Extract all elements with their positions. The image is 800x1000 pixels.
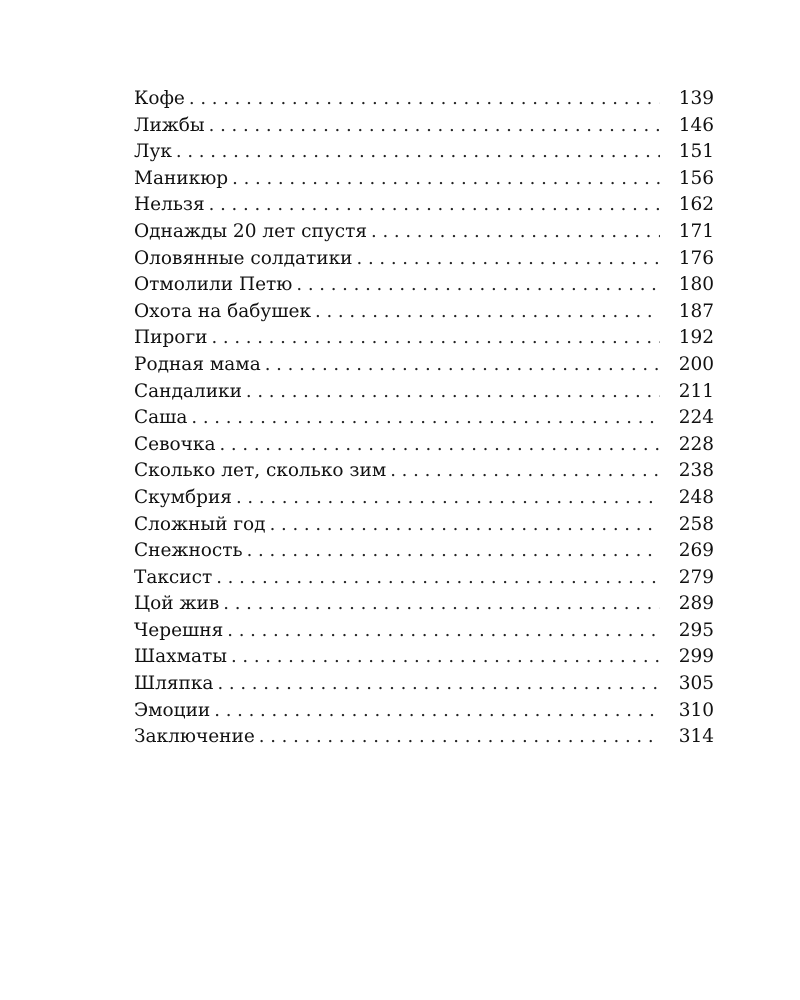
toc-entry-page: 248 xyxy=(660,485,714,512)
toc-entry-page: 200 xyxy=(660,352,714,379)
toc-entry-title: Скумбрия xyxy=(134,485,236,512)
toc-entry xyxy=(134,272,714,299)
toc-dot-leader xyxy=(296,272,660,299)
toc-entry-title: Маникюр xyxy=(134,166,232,193)
toc-entry-title: Заключение xyxy=(134,724,259,751)
toc-entry xyxy=(134,618,714,645)
toc-entry xyxy=(134,325,714,352)
toc-entry xyxy=(134,432,714,459)
toc-entry xyxy=(134,113,714,140)
toc-entry-title: Цой жив xyxy=(134,591,223,618)
toc-dot-leader xyxy=(371,219,660,246)
toc-dot-leader xyxy=(270,512,660,539)
toc-entry xyxy=(134,565,714,592)
toc-dot-leader xyxy=(209,192,660,219)
toc-dot-leader xyxy=(246,379,660,406)
toc-entry xyxy=(134,86,714,113)
toc-entry-title: Снежность xyxy=(134,538,247,565)
toc-entry-page: 180 xyxy=(660,272,714,299)
toc-entry-title: Шахматы xyxy=(134,644,231,671)
toc-entry-page: 310 xyxy=(660,698,714,725)
toc-entry xyxy=(134,644,714,671)
toc-entry-title: Шляпка xyxy=(134,671,217,698)
toc-entry xyxy=(134,538,714,565)
toc-entry-page: 224 xyxy=(660,405,714,432)
toc-entry-page: 171 xyxy=(660,219,714,246)
toc-dot-leader xyxy=(227,618,660,645)
toc-entry xyxy=(134,299,714,326)
toc-entry-page: 299 xyxy=(660,644,714,671)
toc-dot-leader xyxy=(211,325,660,352)
toc-entry xyxy=(134,512,714,539)
toc-entry-page: 139 xyxy=(660,86,714,113)
toc-dot-leader xyxy=(236,485,660,512)
toc-entry xyxy=(134,591,714,618)
toc-entry xyxy=(134,246,714,273)
toc-entry-page: 279 xyxy=(660,565,714,592)
toc-entry xyxy=(134,219,714,246)
toc-entry-page: 211 xyxy=(660,379,714,406)
toc-entry xyxy=(134,166,714,193)
toc-entry-title: Оловянные солдатики xyxy=(134,246,357,273)
toc-entry-title: Охота на бабушек xyxy=(134,299,315,326)
toc-dot-leader xyxy=(357,246,661,273)
table-of-contents xyxy=(134,86,714,751)
toc-entry-title: Однажды 20 лет спустя xyxy=(134,219,371,246)
toc-entry-title: Таксист xyxy=(134,565,216,592)
toc-entry-page: 295 xyxy=(660,618,714,645)
toc-dot-leader xyxy=(214,698,660,725)
toc-entry-title: Саша xyxy=(134,405,191,432)
toc-dot-leader xyxy=(176,139,660,166)
toc-entry-title: Севочка xyxy=(134,432,219,459)
toc-entry-page: 228 xyxy=(660,432,714,459)
toc-entry-title: Сколько лет, сколько зим xyxy=(134,458,390,485)
toc-entry-page: 162 xyxy=(660,192,714,219)
toc-dot-leader xyxy=(191,405,660,432)
toc-dot-leader xyxy=(189,86,660,113)
toc-dot-leader xyxy=(259,724,660,751)
toc-dot-leader xyxy=(231,644,660,671)
toc-entry xyxy=(134,352,714,379)
toc-entry-page: 314 xyxy=(660,724,714,751)
toc-entry-title: Сложный год xyxy=(134,512,270,539)
toc-dot-leader xyxy=(315,299,660,326)
toc-entry-title: Пироги xyxy=(134,325,211,352)
toc-entry xyxy=(134,724,714,751)
toc-entry xyxy=(134,458,714,485)
toc-dot-leader xyxy=(216,565,660,592)
toc-entry-page: 305 xyxy=(660,671,714,698)
toc-entry-title: Лук xyxy=(134,139,176,166)
toc-entry-page: 176 xyxy=(660,246,714,273)
toc-entry-page: 156 xyxy=(660,166,714,193)
toc-dot-leader xyxy=(219,432,660,459)
toc-dot-leader xyxy=(209,113,660,140)
toc-entry-title: Сандалики xyxy=(134,379,246,406)
toc-entry-page: 187 xyxy=(660,299,714,326)
toc-dot-leader xyxy=(247,538,660,565)
toc-entry-page: 269 xyxy=(660,538,714,565)
toc-entry-title: Эмоции xyxy=(134,698,214,725)
toc-entry-title: Лижбы xyxy=(134,113,209,140)
toc-entry-title: Кофе xyxy=(134,86,189,113)
toc-entry-page: 238 xyxy=(660,458,714,485)
toc-entry xyxy=(134,405,714,432)
toc-dot-leader xyxy=(265,352,660,379)
toc-entry-page: 151 xyxy=(660,139,714,166)
toc-entry-page: 258 xyxy=(660,512,714,539)
toc-dot-leader xyxy=(223,591,660,618)
toc-entry-page: 146 xyxy=(660,113,714,140)
toc-entry-page: 192 xyxy=(660,325,714,352)
toc-entry xyxy=(134,379,714,406)
toc-dot-leader xyxy=(232,166,660,193)
toc-entry xyxy=(134,698,714,725)
toc-entry-title: Черешня xyxy=(134,618,227,645)
toc-entry-title: Нельзя xyxy=(134,192,209,219)
toc-entry-title: Родная мама xyxy=(134,352,265,379)
toc-entry xyxy=(134,671,714,698)
toc-dot-leader xyxy=(390,458,660,485)
toc-dot-leader xyxy=(217,671,660,698)
toc-entry xyxy=(134,485,714,512)
toc-entry-title: Отмолили Петю xyxy=(134,272,296,299)
toc-entry xyxy=(134,192,714,219)
toc-entry-page: 289 xyxy=(660,591,714,618)
toc-entry xyxy=(134,139,714,166)
